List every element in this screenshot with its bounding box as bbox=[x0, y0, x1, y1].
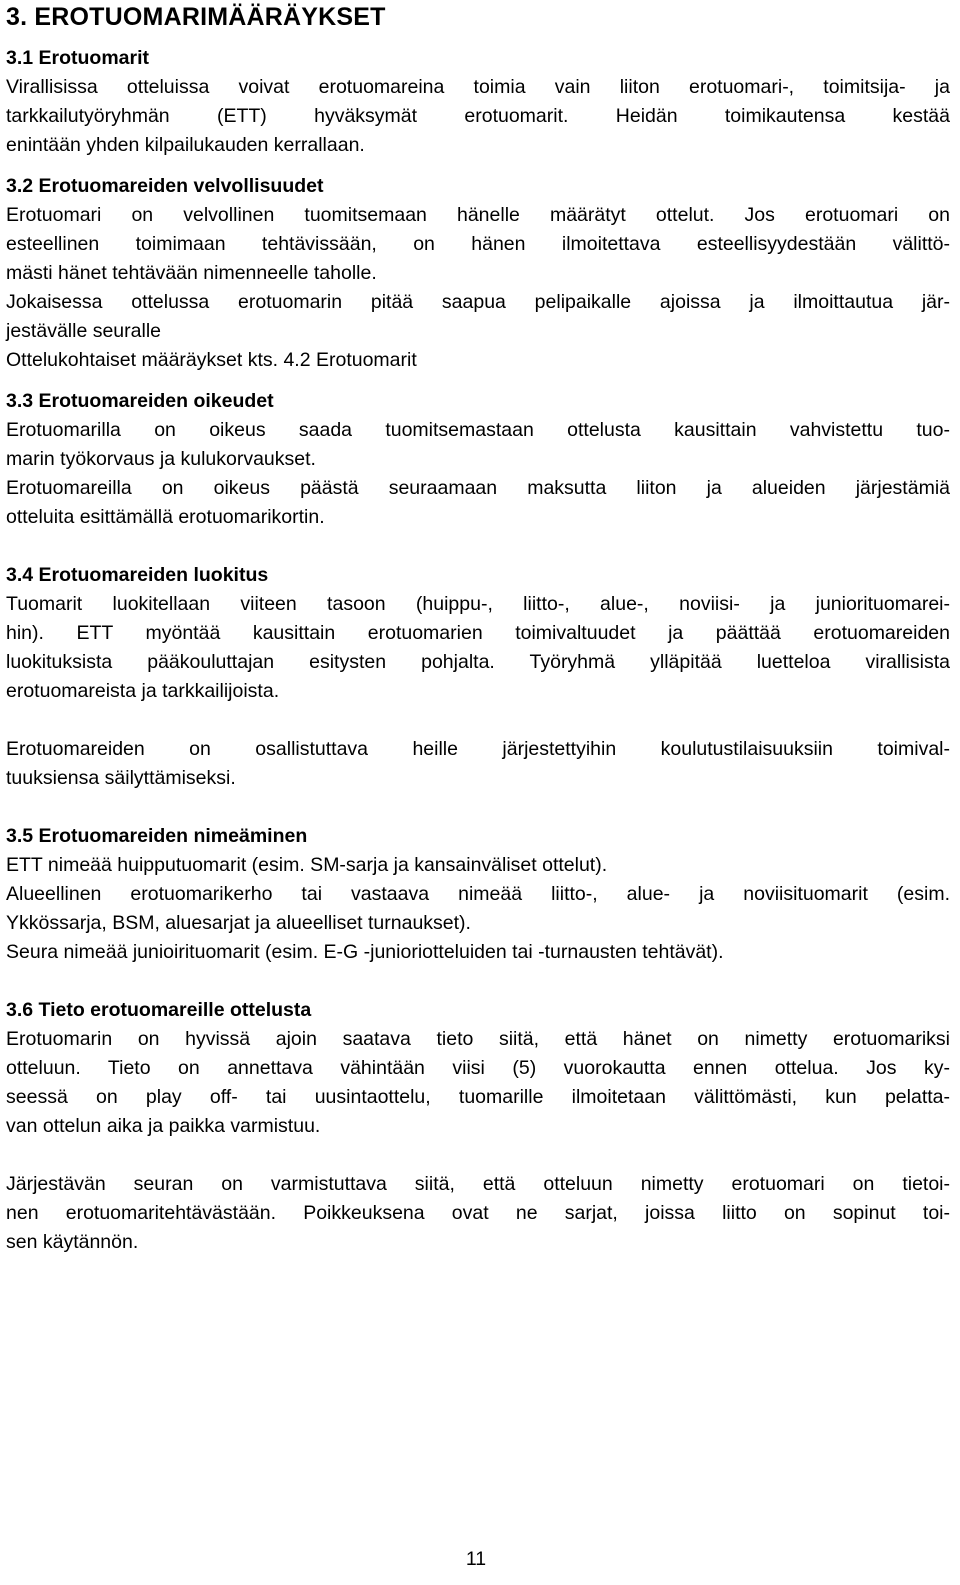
spacer bbox=[6, 706, 950, 735]
text-line: esteellinen toimimaan tehtävissään, on hänen ilmoitettava esteellisyydestään välittö- bbox=[6, 233, 950, 255]
section-heading: 3.3 Erotuomareiden oikeudet bbox=[6, 390, 274, 412]
text-line: ETT nimeää huipputuomarit (esim. SM-sarja ja kansainväliset ottelut). bbox=[6, 854, 608, 876]
paragraph bbox=[6, 474, 950, 532]
text-line: Ykkössarja, BSM, aluesarjat ja alueelliset turnaukset). bbox=[6, 912, 471, 934]
section-heading: 3.4 Erotuomareiden luokitus bbox=[6, 564, 269, 586]
text-line: Erotuomareilla on oikeus päästä seuraamaan maksutta liiton ja alueiden järjestämiä bbox=[6, 477, 950, 499]
text-line: Erotuomari on velvollinen tuomitsemaan hänelle määrätyt ottelut. Jos erotuomari on bbox=[6, 204, 950, 226]
paragraph bbox=[6, 346, 950, 375]
spacer bbox=[6, 160, 950, 172]
paragraph bbox=[6, 201, 950, 288]
section-heading: 3.6 Tieto erotuomareille ottelusta bbox=[6, 999, 312, 1021]
text-line: Alueellinen erotuomarikerho tai vastaava nimeää liitto-, alue- ja noviisituomarit (esim. bbox=[6, 883, 950, 905]
text-line: otteluita esittämällä erotuomarikortin. bbox=[6, 506, 325, 528]
paragraph bbox=[6, 851, 950, 880]
text-line: nen erotuomaritehtävästään. Poikkeuksena ovat ne sarjat, joissa liitto on sopinut toi- bbox=[6, 1202, 950, 1224]
text-line: marin työkorvaus ja kulukorvaukset. bbox=[6, 448, 316, 470]
section-nimeaminen bbox=[6, 822, 950, 967]
text-line: seessä on play off- tai uusintaottelu, tuomarille ilmoitetaan välittömästi, kun pelatta- bbox=[6, 1086, 950, 1108]
section-luokitus bbox=[6, 561, 950, 793]
spacer bbox=[6, 1141, 950, 1170]
spacer bbox=[6, 32, 950, 44]
text-line: Jokaisessa ottelussa erotuomarin pitää saapua pelipaikalle ajoissa ja ilmoittautua jär- bbox=[6, 291, 950, 313]
text-line: Järjestävän seuran on varmistuttava siitä, että otteluun nimetty erotuomari on tietoi- bbox=[6, 1173, 950, 1195]
paragraph bbox=[6, 1170, 950, 1257]
page-number: 11 bbox=[465, 1548, 487, 1570]
text-line: Virallisissa otteluissa voivat erotuomareina toimia vain liiton erotuomari-, toimitsija- ja bbox=[6, 76, 950, 98]
paragraph bbox=[6, 416, 950, 474]
text-line: otteluun. Tieto on annettava vähintään viisi (5) vuorokautta ennen ottelua. Jos ky- bbox=[6, 1057, 950, 1079]
text-line: mästi hänet tehtävään nimenneelle taholle. bbox=[6, 262, 377, 284]
text-line: jestävälle seuralle bbox=[6, 320, 162, 342]
text-line: tarkkailutyöryhmän (ETT) hyväksymät erotuomarit. Heidän toimikautensa kestää bbox=[6, 105, 950, 127]
section-heading: 3.5 Erotuomareiden nimeäminen bbox=[6, 825, 308, 847]
paragraph bbox=[6, 590, 950, 706]
section-velvollisuudet bbox=[6, 172, 950, 375]
paragraph bbox=[6, 73, 950, 160]
text-line: tuuksiensa säilyttämiseksi. bbox=[6, 767, 236, 789]
text-line: Tuomarit luokitellaan viiteen tasoon (huippu-, liitto-, alue-, noviisi- ja juniorituomarei- bbox=[6, 593, 950, 615]
spacer bbox=[6, 793, 950, 822]
paragraph bbox=[6, 880, 950, 938]
text-line: Seura nimeää junioirituomarit (esim. E-G -junioriotteluiden tai -turnausten tehtävät). bbox=[6, 941, 724, 963]
text-line: sen käytännön. bbox=[6, 1231, 139, 1253]
text-line: enintään yhden kilpailukauden kerrallaan. bbox=[6, 134, 365, 156]
section-erotuomarit bbox=[6, 44, 950, 160]
text-line: van ottelun aika ja paikka varmistuu. bbox=[6, 1115, 321, 1137]
section-tieto bbox=[6, 996, 950, 1257]
spacer bbox=[6, 532, 950, 561]
text-line: luokituksista pääkouluttajan esitysten pohjalta. Työryhmä ylläpitää luetteloa virallisista bbox=[6, 651, 950, 673]
paragraph bbox=[6, 735, 950, 793]
document-page bbox=[6, 0, 950, 1257]
text-line: Erotuomarilla on oikeus saada tuomitsemastaan ottelusta kausittain vahvistettu tuo- bbox=[6, 419, 950, 441]
text-line: erotuomareista ja tarkkailijoista. bbox=[6, 680, 280, 702]
section-heading: 3.1 Erotuomarit bbox=[6, 47, 150, 69]
text-line: Erotuomarin on hyvissä ajoin saatava tieto siitä, että hänet on nimetty erotuomariksi bbox=[6, 1028, 950, 1050]
paragraph bbox=[6, 288, 950, 346]
spacer bbox=[6, 967, 950, 996]
text-line: Ottelukohtaiset määräykset kts. 4.2 Erotuomarit bbox=[6, 349, 417, 371]
document-title: 3. EROTUOMARIMÄÄRÄYKSET bbox=[6, 3, 386, 31]
section-oikeudet bbox=[6, 387, 950, 532]
paragraph bbox=[6, 938, 950, 967]
spacer bbox=[6, 375, 950, 387]
paragraph bbox=[6, 1025, 950, 1141]
text-line: Erotuomareiden on osallistuttava heille järjestettyihin koulutustilaisuuksiin toimival- bbox=[6, 738, 950, 760]
section-heading: 3.2 Erotuomareiden velvollisuudet bbox=[6, 175, 324, 197]
text-line: hin). ETT myöntää kausittain erotuomarien toimivaltuudet ja päättää erotuomareiden bbox=[6, 622, 950, 644]
